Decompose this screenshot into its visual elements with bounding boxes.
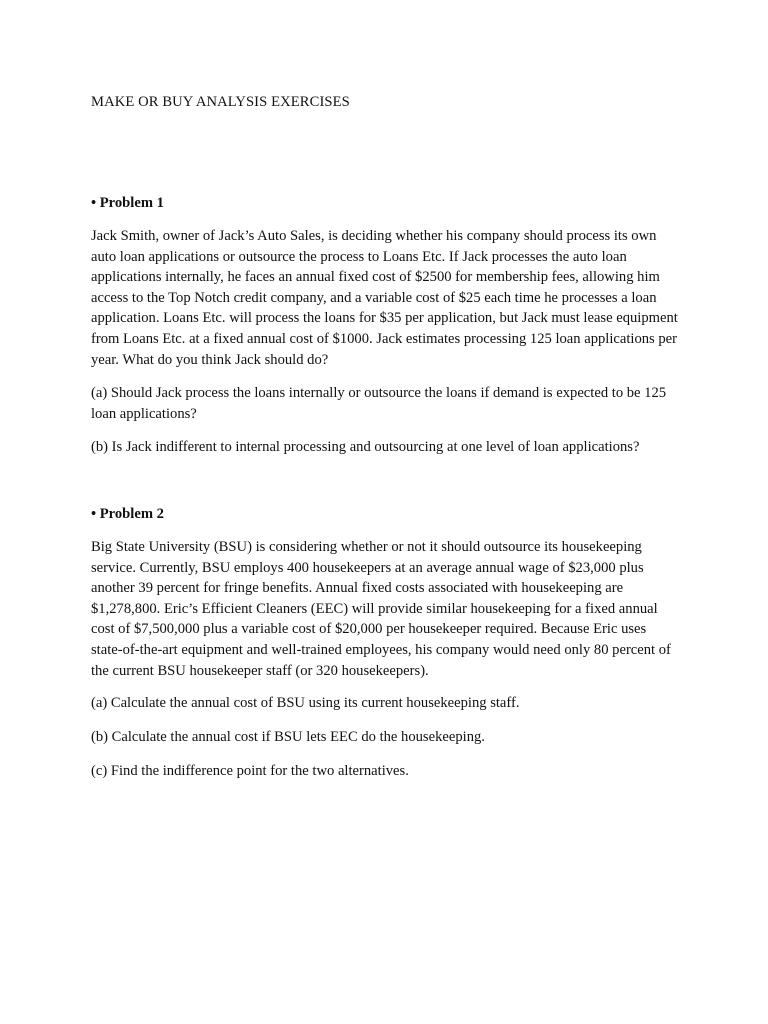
problem-2-heading: • Problem 2 (91, 506, 164, 522)
problem-1-body: Jack Smith, owner of Jack’s Auto Sales, is deciding whether his company should process its own auto loan applications or outsource the process to Loans Etc. If Jack processes the auto loan applications internally, he faces an annual fixed cost of $2500 for membership fees, allowing him access to the Top Notch credit company, and a variable cost of $25 each time he processes a loan application. Loans Etc. will process the loans for $35 per application, but Jack must lease equipment from Loans Etc. at a fixed annual cost of $1000. Jack estimates processing 125 loan applications per year. What do you think Jack should do? (91, 228, 678, 368)
problem-2-question-c: (c) Find the indifference point for the two alternatives. (91, 763, 409, 779)
problem-2-question-a: (a) Calculate the annual cost of BSU using its current housekeeping staff. (91, 695, 520, 711)
problem-2-question-b: (b) Calculate the annual cost if BSU lets EEC do the housekeeping. (91, 729, 485, 745)
document-title: MAKE OR BUY ANALYSIS EXERCISES (91, 94, 350, 110)
problem-1-heading: • Problem 1 (91, 195, 164, 211)
problem-2-body: Big State University (BSU) is considering whether or not it should outsource its housekeeping service. Currently, BSU employs 400 housekeepers at an average annual wage of $23,000 plus another 39 percent for fringe benefits. Annual fixed costs associated with housekeeping are $1,278,800. Eric’s Efficient Cleaners (EEC) will provide similar housekeeping for a fixed annual cost of $7,500,000 plus a variable cost of $20,000 per housekeeper required. Because Eric uses state-of-the-art equipment and well-trained employees, his company would need only 80 percent of the current BSU housekeeper staff (or 320 housekeepers). (91, 539, 671, 679)
problem-1-question-a: (a) Should Jack process the loans internally or outsource the loans if demand is expected to be 125 loan applications? (91, 385, 667, 422)
problem-1-question-b: (b) Is Jack indifferent to internal processing and outsourcing at one level of loan applications? (91, 439, 640, 455)
